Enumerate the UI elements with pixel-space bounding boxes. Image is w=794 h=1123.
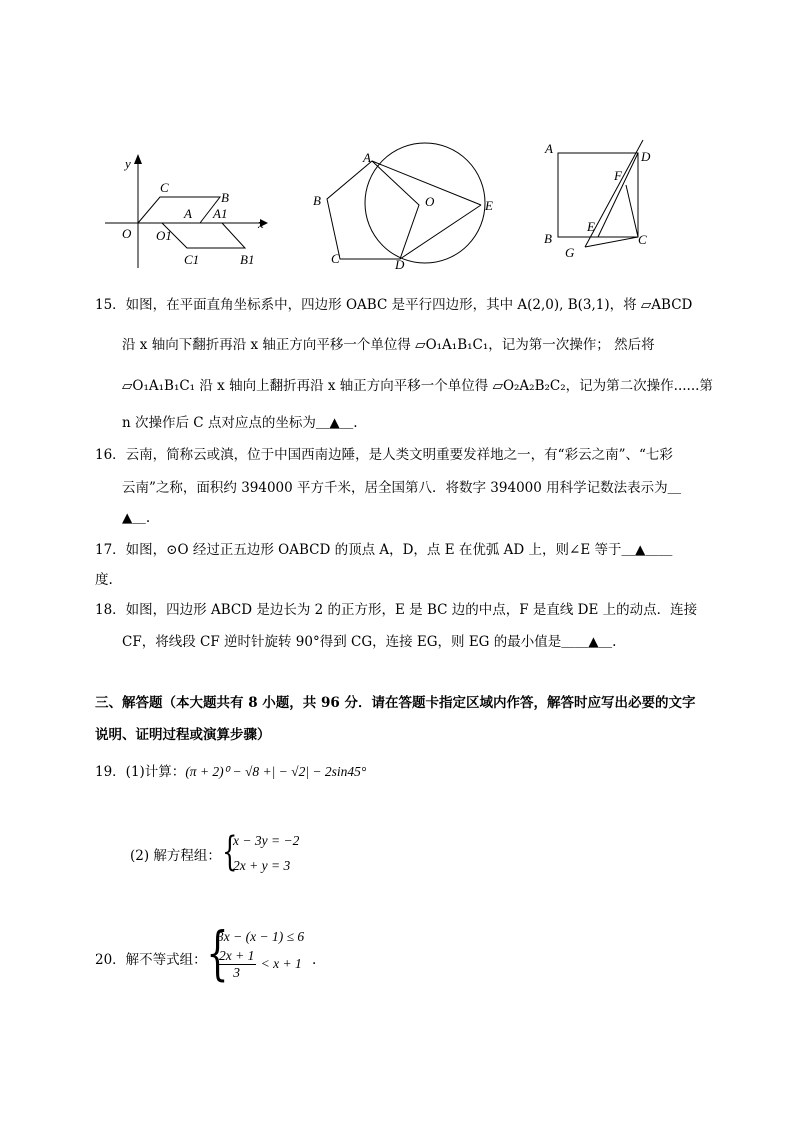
q19-part2-label: (2) 解方程组： <box>130 848 221 864</box>
label-C: C <box>331 251 340 266</box>
label-A: A <box>545 141 553 156</box>
label-G: G <box>565 245 575 260</box>
q20-system-brace: { <box>206 919 229 987</box>
figure-square-abcd <box>540 135 670 260</box>
q19-system-brace: { <box>222 829 238 875</box>
label-C: C <box>160 180 169 195</box>
figure-circle-pentagon <box>305 135 505 275</box>
label-x: x <box>258 216 264 231</box>
label-D: D <box>395 257 405 272</box>
q18-line1: 18．如图，四边形 ABCD 是边长为 2 的正方形，E 是 BC 边的中点，F 是直线 DE 上的动点．连接 <box>95 602 698 618</box>
section3-heading-line1: 三、解答题（本大题共有 8 小题，共 96 分．请在答题卡指定区域内作答，解答时应写出必要的文字 <box>95 695 696 711</box>
q18-line2: CF，将线段 CF 逆时针旋转 90°得到 CG，连接 EG，则 EG 的最小值是＿＿▲＿. <box>122 634 617 650</box>
q20-ineq2 <box>217 948 302 981</box>
q20-ineq2-rhs: < x + 1 <box>260 956 302 971</box>
label-F: F <box>614 168 622 183</box>
label-B1: B1 <box>240 252 255 267</box>
label-y: y <box>125 156 131 171</box>
q19-eq2: 2x + y = 3 <box>233 858 291 873</box>
q17-line2: 度. <box>95 572 113 588</box>
label-B: B <box>544 231 552 246</box>
label-O: O <box>122 226 132 241</box>
q20-ineq1: 3x − (x − 1) ≤ 6 <box>217 929 305 944</box>
q15-line4: n 次操作后 C 点对应点的坐标为＿▲＿. <box>122 415 358 431</box>
label-E: E <box>587 219 595 234</box>
q20-label: 20．解不等式组： <box>95 952 207 968</box>
q20-ineq2-fraction <box>217 948 256 981</box>
label-E: E <box>485 198 493 213</box>
figure-coordinate-parallelograms <box>100 150 275 270</box>
label-C1: C1 <box>184 252 200 267</box>
label-A: A <box>184 206 192 221</box>
label-A1: A1 <box>213 206 228 221</box>
label-D: D <box>641 149 651 164</box>
label-O1: O1 <box>156 228 172 243</box>
label-A: A <box>363 150 371 165</box>
label-C: C <box>638 232 647 247</box>
label-B: B <box>313 193 321 208</box>
q16-line1: 16．云南，简称云或滇，位于中国西南边陲，是人类文明重要发祥地之一，有“彩云之南”、“七彩 <box>95 447 673 463</box>
q17-line1: 17．如图，⊙O 经过正五边形 OABCD 的顶点 A，D，点 E 在优弧 AD 上，则∠E 等于＿▲＿＿ <box>95 542 673 558</box>
q15-line1: 15．如图，在平面直角坐标系中，四边形 OABC 是平行四边形，其中 A(2,0), B(3,1)，将 ▱ABCD <box>95 297 693 313</box>
q20-ineq2-numerator: 2x + 1 <box>219 948 255 963</box>
q15-line2: 沿 x 轴向下翻折再沿 x 轴正方向平移一个单位得 ▱O₁A₁B₁C₁，记为第一次操作； 然后将 <box>122 337 655 353</box>
label-B: B <box>221 190 229 205</box>
q16-line2: 云南”之称，面积约 394000 平方千米，居全国第八．将数字 394000 用科学记数法表示为＿ <box>122 480 682 496</box>
section3-heading-line2: 说明、证明过程或演算步骤） <box>95 727 271 743</box>
q19-part1 <box>95 762 366 782</box>
q16-line3: ▲＿. <box>122 510 151 526</box>
q19-eq1: x − 3y = −2 <box>233 833 300 848</box>
q19-part1-label: 19．(1)计算： <box>95 764 186 780</box>
q19-part1-expression: (π + 2)⁰ − √8 +| − √2| − 2sin45° <box>185 764 367 779</box>
label-O: O <box>425 194 435 209</box>
q20-ineq2-denominator: 3 <box>233 965 241 980</box>
q15-line3: ▱O₁A₁B₁C₁ 沿 x 轴向上翻折再沿 x 轴正方向平移一个单位得 ▱O₂A₂B₂C₂，记为第二次操作......第 <box>122 378 713 394</box>
q20-tail: . <box>312 952 317 968</box>
